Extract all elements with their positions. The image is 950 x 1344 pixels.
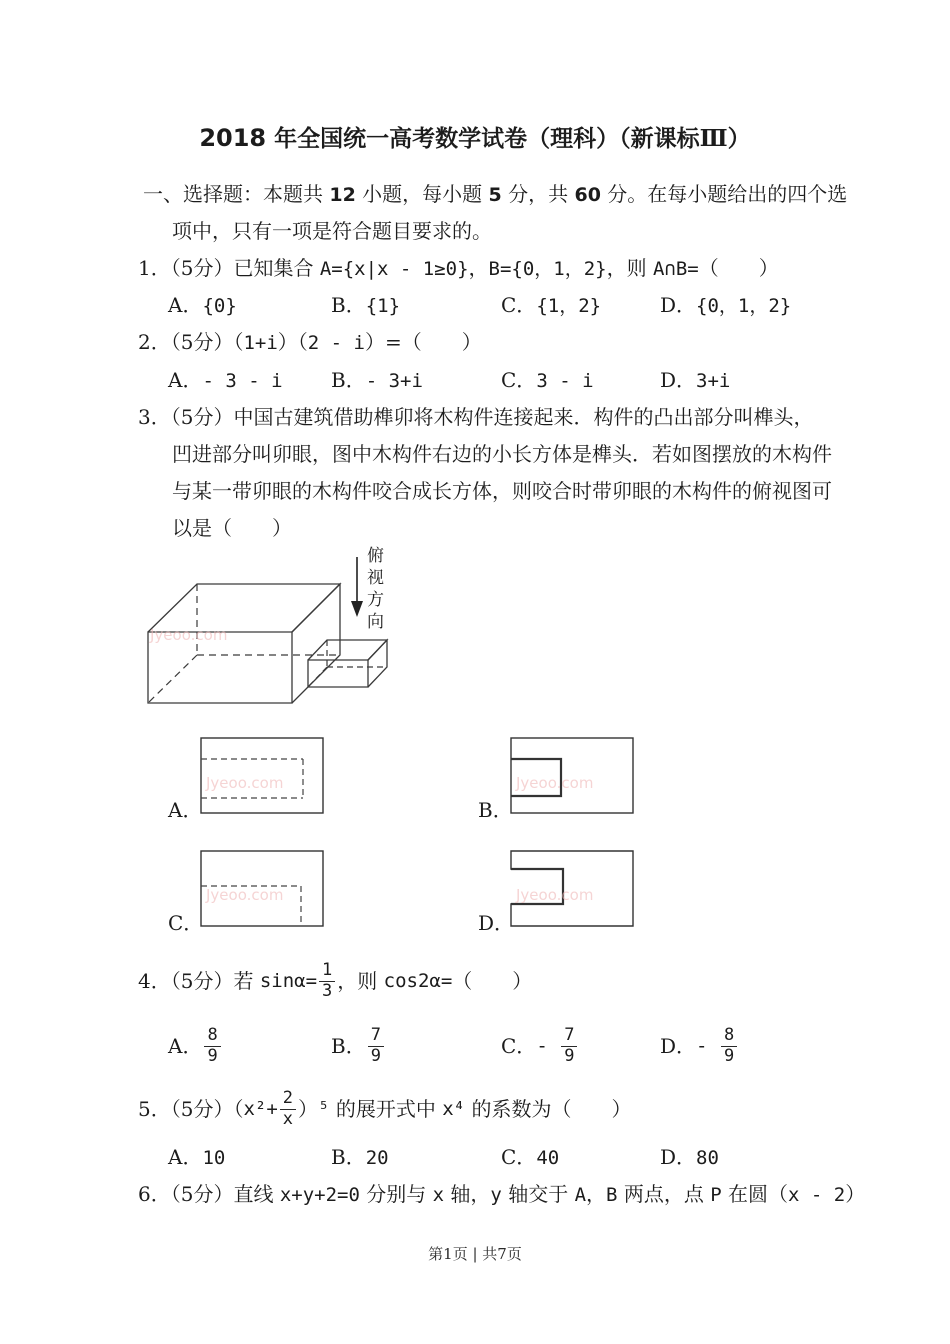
- question-5-text: 5．（5分）（ x²+ $\frac{2}{x}$ ） ⁵ 的展开式中 x⁴ 的系数为（ ）: [138, 1087, 632, 1129]
- option-b-figure-label: B．: [478, 798, 513, 822]
- watermark: Jyeoo.com: [150, 626, 228, 644]
- fraction: $\frac{8}{9}$: [204, 1026, 220, 1066]
- page-title: 2018 年全国统一高考数学试卷（理科）（新课标Ⅲ）: [199, 124, 751, 152]
- question-1-option-a: A．{0}: [168, 293, 237, 317]
- fraction: $\frac{7}{9}$: [561, 1026, 577, 1066]
- question-5-option-d: D．80: [660, 1145, 719, 1169]
- question-4-option-c: C． - $\frac{7}{9}$: [501, 1018, 579, 1074]
- question-2-text: 2．（5分）（1+i）（2 - i）=（ ）: [138, 330, 482, 354]
- question-1-option-c: C．{1，2}: [501, 293, 602, 317]
- fraction: $\frac{1}{3}$: [319, 961, 335, 1001]
- section-heading-line-1: 一、选择题：本题共 12 小题，每小题 5 分，共 60 分。在每小题给出的四个选: [143, 182, 848, 206]
- question-5-option-b: B．20: [331, 1145, 389, 1169]
- option-a-figure-label: A．: [168, 798, 203, 822]
- question-4-option-b: B． $\frac{7}{9}$: [331, 1018, 386, 1074]
- watermark: Jyeoo.com: [516, 774, 594, 792]
- watermark: Jyeoo.com: [516, 886, 594, 904]
- question-2-option-c: C．3 - i: [501, 368, 594, 392]
- question-4-text: 4．（5分）若 sinα= $\frac{1}{3}$ ，则 cos2α= （ ）: [138, 959, 533, 1001]
- question-2-option-b: B．- 3+i: [331, 368, 423, 392]
- view-direction-label: 俯视方向: [363, 546, 383, 634]
- question-3-line-1: 3．（5分）中国古建筑借助榫卯将木构件连接起来．构件的凸出部分叫榫头，: [138, 405, 814, 429]
- question-1-option-d: D．{0，1，2}: [660, 293, 792, 317]
- question-2-option-d: D．3+i: [660, 368, 731, 392]
- option-c-figure-label: C．: [168, 911, 204, 935]
- section-heading-line-2: 项中，只有一项是符合题目要求的。: [172, 219, 492, 243]
- page-footer: 第1页 | 共7页: [428, 1245, 522, 1263]
- question-5-option-c: C．40: [501, 1145, 560, 1169]
- question-5-option-a: A．10: [168, 1145, 226, 1169]
- question-4-option-d: D． - $\frac{8}{9}$: [660, 1018, 739, 1074]
- question-6-text: 6．（5分）直线 x+y+2=0 分别与 x 轴，y 轴交于 A，B 两点，点 P 在圆（x - 2）: [138, 1182, 866, 1206]
- question-2-option-a: A．- 3 - i: [168, 368, 283, 392]
- question-4-option-a: A． $\frac{8}{9}$: [168, 1018, 223, 1074]
- option-d-figure-label: D．: [478, 911, 515, 935]
- fraction: $\frac{2}{x}$: [280, 1089, 296, 1129]
- question-3-line-4: 以是（ ）: [172, 516, 292, 540]
- fraction: $\frac{8}{9}$: [721, 1026, 737, 1066]
- question-1-option-b: B．{1}: [331, 293, 401, 317]
- fraction: $\frac{7}{9}$: [368, 1026, 384, 1066]
- question-3-line-2: 凹进部分叫卯眼，图中木构件右边的小长方体是榫头．若如图摆放的木构件: [172, 442, 832, 466]
- question-3-line-3: 与某一带卯眼的木构件咬合成长方体，则咬合时带卯眼的木构件的俯视图可: [172, 479, 832, 503]
- watermark: Jyeoo.com: [206, 774, 284, 792]
- top-view-arrow-icon: [351, 557, 363, 617]
- watermark: Jyeoo.com: [206, 886, 284, 904]
- question-1-text: 1．（5分）已知集合 A={x|x - 1≥0}，B={0，1，2}，则 A∩B=（ ）: [138, 256, 779, 280]
